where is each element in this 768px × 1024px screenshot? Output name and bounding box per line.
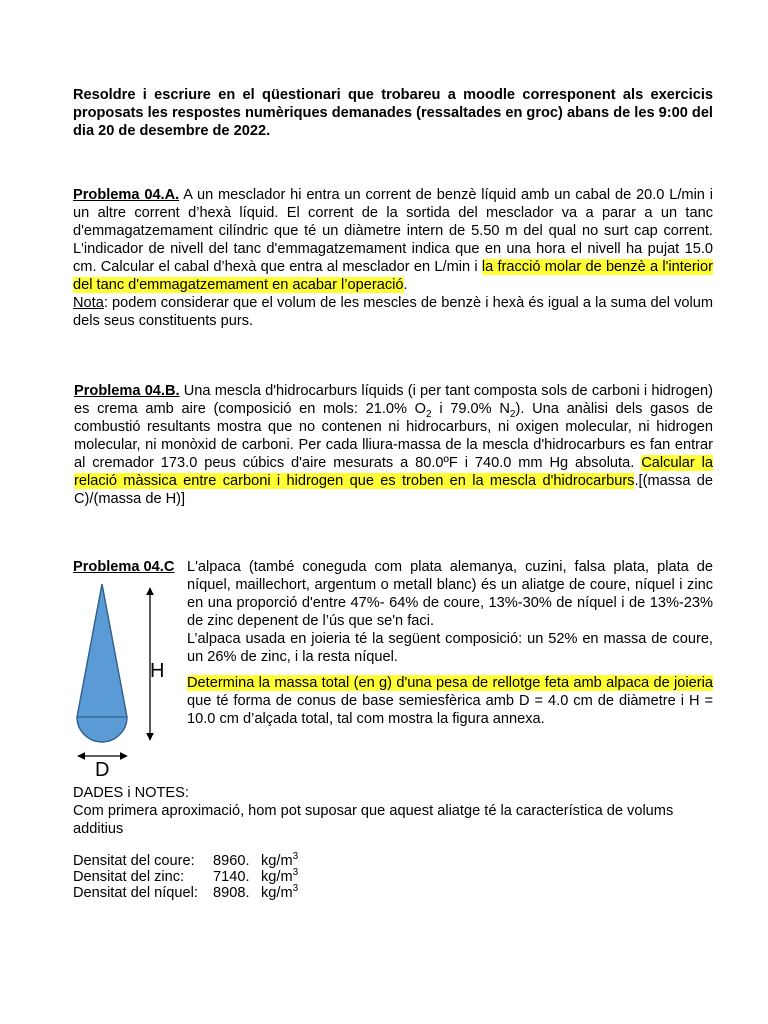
density-value: 7140.	[213, 869, 250, 885]
problem-b-paragraph	[74, 382, 713, 508]
problem-a-note	[73, 294, 713, 330]
problem-b-body-2: i 79.0% N	[431, 401, 510, 417]
problem-b-highlight: Calcular la relació màssica entre carboni i hidrogen que es troben en la mescla d'hidrocarburs	[74, 455, 713, 489]
cone-shape	[77, 584, 127, 742]
problem-c-p2: L’alpaca usada en joieria té la següent composició: un 52% en massa de coure, un 26% de zinc, i la resta níquel.	[187, 631, 713, 665]
problem-a-body: A un mesclador hi entra un corrent de benzè líquid amb un cabal de 20.0 L/min i un altre corrent d’hexà líquid. El corrent de la sortida del mesclador va a parar a un tanc d'emmagatzemament cilíndric que té un diàmetre intern de 5.50 m del qual no surt cap corrent. L'indicador de nivell del tanc d'emmagatzemament indica que en una hora el nivell ha pujat 15.0 cm. Calcular el cabal d’hexà que entra al mesclador en L/min i	[73, 187, 713, 275]
density-table	[73, 853, 298, 901]
density-value: 8960.	[213, 853, 250, 869]
problem-b-body-1: Una mescla d'hidrocarburs líquids (i per tant composta sols de carboni i hidrogen) es crema amb aire (composició en mols: 21.0% O	[74, 383, 713, 417]
problem-c-p3-text: que té forma de conus de base semiesfèrica amb D = 4.0 cm de diàmetre i H = 10.0 cm d’alçada total, tal com mostra la figura annexa.	[187, 693, 713, 727]
problem-a	[73, 186, 713, 330]
n2-subscript: 2	[509, 408, 516, 420]
density-label: Densitat del zinc:	[73, 869, 185, 885]
density-row	[73, 885, 298, 901]
density-label: Densitat del níquel:	[73, 885, 198, 901]
problem-b-body-3: ). Una anàlisi dels gasos de combustió resultants mostra que no contenen ni hidrocarburs, ni oxigen molecular, ni hidrogen molecular, ni monòxid de carboni. Per cada lliura-massa de la mescla d'hidrocarburs es fan entrar al cremador 173.0 peus cúbics d'aire mesurats a 80.0ºF i 740.0 mm Hg absoluta.	[74, 401, 714, 471]
problem-a-end: .	[403, 277, 408, 293]
problem-b-title: Problema 04.B.	[74, 383, 180, 399]
problem-c-text	[187, 558, 713, 728]
problem-c-highlight: Determina la massa total (en g) d'una pesa de rellotge feta amb alpaca de joieria	[187, 675, 713, 691]
o2-subscript: 2	[426, 408, 432, 420]
label-h: H	[150, 660, 165, 682]
note-text: : podem considerar que el volum de les mescles de benzè i hexà és igual a la suma del volum dels seus constituents purs.	[73, 295, 713, 329]
problem-b	[74, 382, 713, 508]
density-unit: $kg/m^3$	[261, 867, 299, 885]
instructions	[73, 86, 713, 140]
problem-c-title: Problema 04.C	[73, 559, 175, 575]
density-row	[73, 869, 298, 885]
problem-a-highlight: la fracció molar de benzè a l'interior del tanc d'emmagatzemament en acabar l’operació	[73, 259, 713, 293]
problem-c-title-wrap	[73, 558, 174, 576]
label-d: D	[95, 759, 110, 781]
cone-body	[77, 584, 127, 742]
problem-c-p1: L'alpaca (també coneguda com plata alemanya, cuzini, falsa plata, plata de níquel, maillechort, argentum o metall blanc) és un aliatge de coure, níquel i zinc en una proporció d'entre 47%- 64% de coure, 13%-30% de níquel i de 13%-23% de zinc depenent de l’ús que se'n faci.	[187, 559, 713, 629]
density-row	[73, 853, 298, 869]
notes-text: Com primera aproximació, hom pot suposar que aquest aliatge té la característica de volums additius	[73, 803, 674, 837]
density-value: 8908.	[213, 885, 250, 901]
notes	[73, 784, 713, 838]
problem-b-end: .[(massa de C)/(massa de H)]	[74, 473, 713, 507]
note-label: Nota	[73, 295, 104, 311]
problem-a-paragraph	[73, 186, 713, 294]
density-label: Densitat del coure:	[73, 853, 195, 869]
density-unit: $kg/m^3$	[261, 851, 299, 869]
instructions-text: Resoldre i escriure en el qüestionari que trobareu a moodle corresponent als exercicis proposats les respostes numèriques demanades (ressaltades en groc) abans de les 9:00 del dia 20 de desembre de 2022.	[73, 87, 713, 139]
notes-heading: DADES i NOTES:	[73, 785, 189, 801]
cone-figure	[72, 580, 184, 780]
densities	[73, 853, 298, 901]
density-unit: $kg/m^3$	[261, 883, 299, 901]
problem-c-p3	[187, 674, 713, 728]
problem-a-title: Problema 04.A.	[73, 187, 180, 203]
